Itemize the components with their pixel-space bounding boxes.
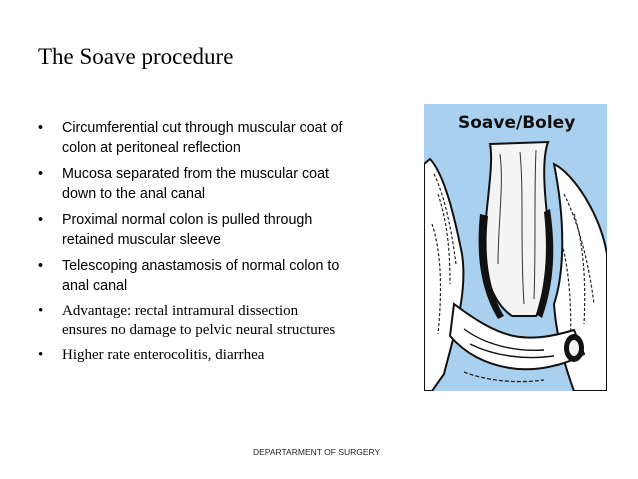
bullet-text: Advantage: rectal intramural dissection [62,303,299,319]
bullet-marker: • [38,258,44,274]
pelvis-diagram-drawing [424,104,607,391]
bullet-item [38,164,408,204]
bullet-marker: • [38,303,44,319]
bullet-text: Telescoping anastamosis of normal colon to [62,258,340,274]
figure-caption: Soave/Boley [458,113,576,133]
bullet-item [38,346,408,365]
bullet-marker: • [38,166,44,182]
bullet-text: ensures no damage to pelvic neural structures [62,322,336,338]
bullet-text: colon at peritoneal reflection [62,140,241,156]
bullet-list [38,118,408,371]
footer-department: DEPARTARMENT OF SURGERY [253,447,381,457]
bullet-text: Mucosa separated from the muscular coat [62,166,329,182]
bullet-text: retained muscular sleeve [62,232,221,248]
bullet-text: Proximal normal colon is pulled through [62,212,313,228]
colon-pull-through [484,142,550,316]
bullet-text: Circumferential cut through muscular coat of [62,120,343,136]
slide-title: The Soave procedure [38,44,234,69]
bullet-marker: • [38,120,44,136]
bullet-item [38,118,408,158]
bullet-marker: • [38,347,44,363]
bullet-marker: • [38,212,44,228]
bullet-text: down to the anal canal [62,186,206,202]
surgical-illustration [424,104,607,391]
bullet-item [38,210,408,250]
pelvic-wall-left [424,159,463,391]
bullet-text: anal canal [62,278,128,294]
bullet-text: Higher rate enterocolitis, diarrhea [62,347,265,363]
bullet-item [38,302,408,340]
bullet-item [38,256,408,296]
